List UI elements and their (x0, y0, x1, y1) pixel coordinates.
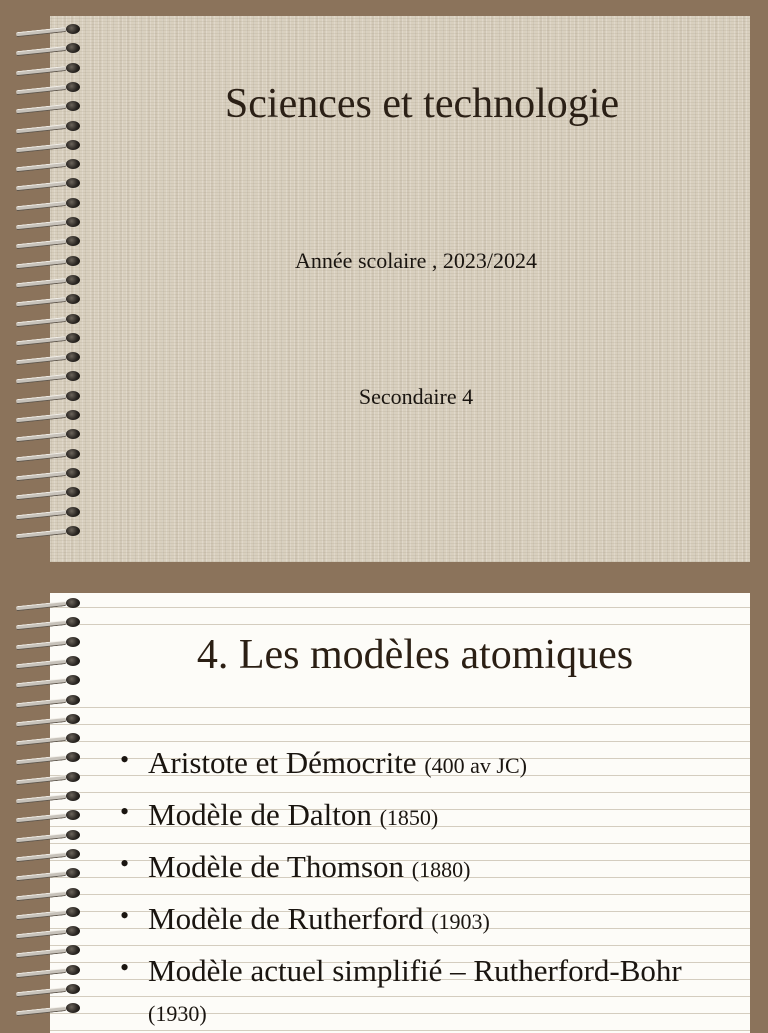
item-date: (1930) (148, 1001, 207, 1026)
slide-1-title: Sciences et technologie (224, 81, 620, 127)
spiral-ring-icon (14, 828, 82, 842)
spiral-ring-icon (14, 41, 82, 55)
atomic-models-list (120, 743, 740, 1033)
spiral-ring-icon (14, 466, 82, 480)
spiral-ring-icon (14, 447, 82, 461)
spiral-ring-icon (14, 350, 82, 364)
spiral-ring-icon (14, 157, 82, 171)
spiral-binding-2 (14, 596, 84, 1024)
spiral-ring-icon (14, 596, 82, 610)
list-item (120, 795, 740, 838)
slide-1 (50, 16, 750, 562)
spiral-ring-icon (14, 982, 82, 996)
spiral-ring-icon (14, 80, 82, 94)
list-item (120, 743, 740, 786)
spiral-ring-icon (14, 673, 82, 687)
slide-2 (50, 593, 750, 1033)
item-date: (1903) (431, 909, 490, 934)
spiral-ring-icon (14, 312, 82, 326)
spiral-binding-1 (14, 22, 84, 554)
spiral-ring-icon (14, 731, 82, 745)
bullet-icon: • (120, 849, 130, 878)
spiral-ring-icon (14, 615, 82, 629)
spiral-ring-icon (14, 234, 82, 248)
spiral-ring-icon (14, 524, 82, 538)
spiral-ring-icon (14, 789, 82, 803)
spiral-ring-icon (14, 119, 82, 133)
spiral-ring-icon (14, 369, 82, 383)
spiral-ring-icon (14, 770, 82, 784)
list-item (120, 899, 740, 942)
spiral-ring-icon (14, 712, 82, 726)
spiral-ring-icon (14, 427, 82, 441)
spiral-ring-icon (14, 61, 82, 75)
item-text: Modèle de Rutherford (148, 901, 424, 936)
spiral-ring-icon (14, 886, 82, 900)
spiral-ring-icon (14, 292, 82, 306)
spiral-ring-icon (14, 408, 82, 422)
item-date: (1880) (411, 857, 471, 882)
spiral-ring-icon (14, 693, 82, 707)
bullet-icon: • (120, 901, 130, 930)
spiral-ring-icon (14, 22, 82, 36)
item-date: (400 av JC) (424, 753, 527, 778)
spiral-ring-icon (14, 389, 82, 403)
bullet-icon: • (120, 797, 130, 826)
spiral-ring-icon (14, 808, 82, 822)
spiral-ring-icon (14, 215, 82, 229)
spiral-ring-icon (14, 331, 82, 345)
slide-2-title: 4. Les modèles atomiques (50, 631, 750, 679)
school-year: Année scolaire , 2023/2024 (295, 248, 537, 273)
spiral-ring-icon (14, 866, 82, 880)
spiral-ring-icon (14, 750, 82, 764)
spiral-ring-icon (14, 196, 82, 210)
spiral-ring-icon (14, 654, 82, 668)
spiral-ring-icon (14, 138, 82, 152)
list-item (120, 951, 740, 1033)
spiral-ring-icon (14, 635, 82, 649)
spiral-ring-icon (14, 1001, 82, 1015)
spiral-ring-icon (14, 847, 82, 861)
spiral-ring-icon (14, 905, 82, 919)
list-item (120, 847, 740, 890)
item-text: Modèle de Thomson (148, 849, 405, 884)
grade-level: Secondaire 4 (358, 384, 474, 409)
spiral-ring-icon (14, 485, 82, 499)
spiral-ring-icon (14, 943, 82, 957)
item-text: Aristote et Démocrite (148, 745, 417, 780)
item-text: Modèle de Dalton (148, 797, 372, 832)
spiral-ring-icon (14, 254, 82, 268)
spiral-ring-icon (14, 273, 82, 287)
spiral-ring-icon (14, 924, 82, 938)
spiral-ring-icon (14, 963, 82, 977)
spiral-ring-icon (14, 176, 82, 190)
spiral-ring-icon (14, 99, 82, 113)
item-text: Modèle actuel simplifié – Rutherford-Bohr (148, 953, 682, 988)
bullet-icon: • (120, 953, 130, 982)
spiral-ring-icon (14, 505, 82, 519)
bullet-icon: • (120, 745, 130, 774)
item-date: (1850) (379, 805, 439, 830)
